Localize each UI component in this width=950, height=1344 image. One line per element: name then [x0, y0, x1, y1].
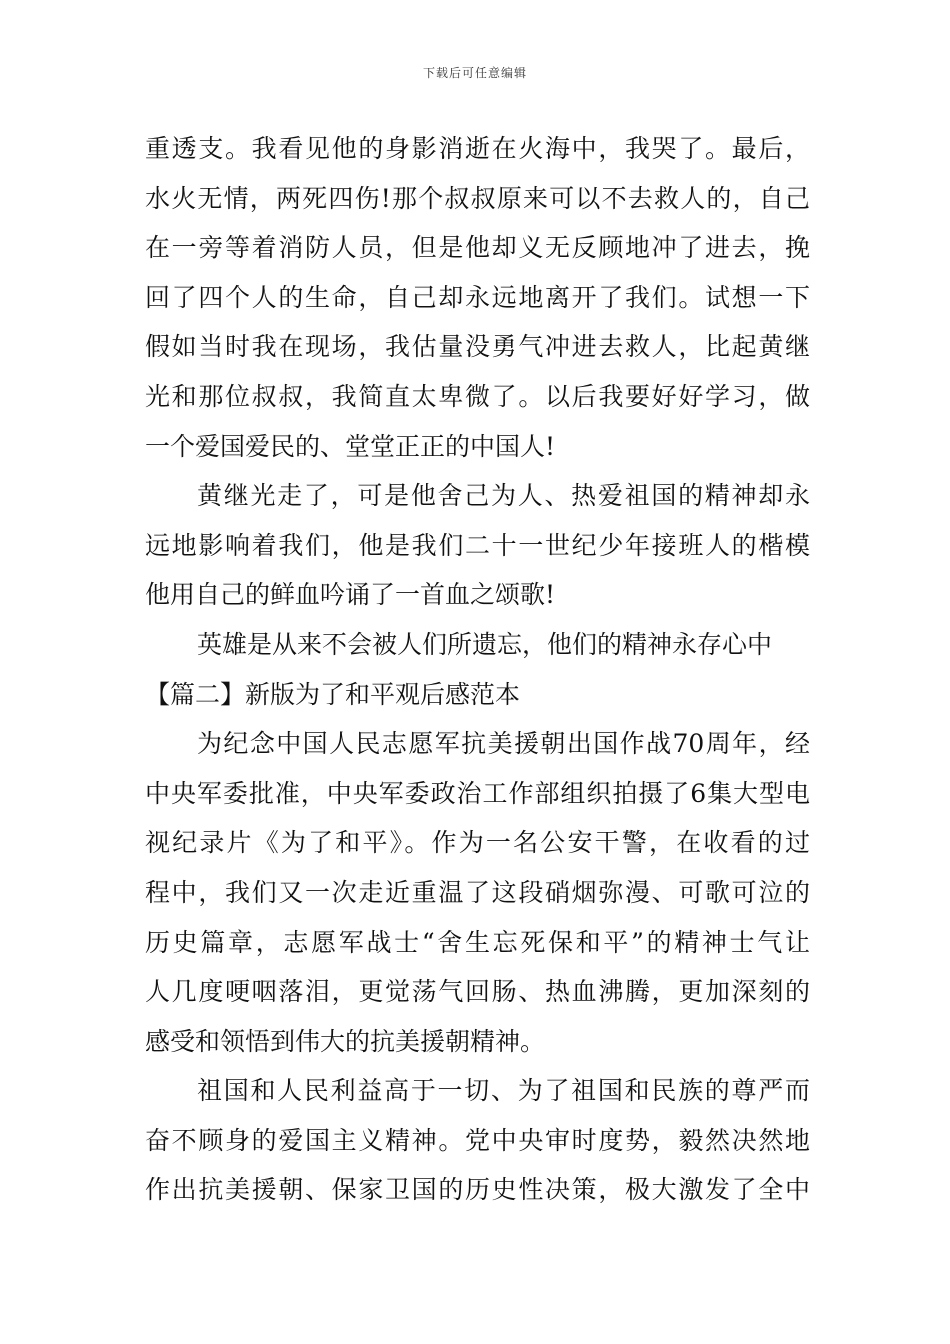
document-body	[145, 124, 810, 1215]
paragraph-first-line: 黄继光走了，可是他舍己为人、热爱祖国的精神却永	[197, 481, 810, 511]
text-line: 他用自己的鲜血吟诵了一首血之颂歌!	[145, 580, 556, 610]
paragraph-first-line: 英雄是从来不会被人们所遗忘，他们的精神永存心中	[197, 629, 773, 659]
text-line: 重透支。我看见他的身影消逝在火海中，我哭了。最后，	[145, 134, 810, 163]
paragraph-first-line: 祖国和人民利益高于一切、为了祖国和民族的尊严而	[197, 1076, 810, 1106]
text-line: 人几度哽咽落泪，更觉荡气回肠、热血沸腾，更加深刻的	[145, 977, 810, 1007]
text-line: 程中，我们又一次走近重温了这段硝烟弥漫、可歌可泣的	[145, 877, 810, 907]
text-line: 光和那位叔叔，我简直太卑微了。以后我要好好学习，做	[145, 381, 810, 411]
text-line: 回了四个人的生命，自己却永远地离开了我们。试想一下	[145, 282, 810, 312]
text-line: 一个爱国爱民的、堂堂正正的中国人!	[145, 431, 556, 461]
text-line: 历史篇章，志愿军战士“舍生忘死保和平”的精神士气让	[145, 927, 810, 957]
text-line: 作出抗美援朝、保家卫国的历史性决策，极大激发了全中	[145, 1175, 810, 1205]
section-heading: 【篇二】新版为了和平观后感范本	[145, 679, 521, 709]
text-line: 感受和领悟到伟大的抗美援朝精神。	[145, 1026, 546, 1056]
header-note: 下载后可任意编辑	[422, 66, 527, 80]
text-line: 水火无情，两死四伤!那个叔叔原来可以不去救人的，自己	[145, 183, 810, 213]
text-line: 在一旁等着消防人员，但是他却义无反顾地冲了进去，挽	[145, 233, 810, 263]
text-line: 远地影响着我们，他是我们二十一世纪少年接班人的楷模	[145, 530, 810, 560]
text-line: 视纪录片《为了和平》。作为一名公安干警，在收看的过	[145, 828, 810, 858]
text-line: 假如当时我在现场，我估量没勇气冲进去救人，比起黄继	[145, 332, 810, 362]
text-line: 中央军委批准，中央军委政治工作部组织拍摄了6集大型电	[145, 778, 810, 808]
text-line: 奋不顾身的爱国主义精神。党中央审时度势，毅然决然地	[145, 1125, 810, 1155]
paragraph-first-line: 为纪念中国人民志愿军抗美援朝出国作战70周年，经	[197, 729, 810, 759]
